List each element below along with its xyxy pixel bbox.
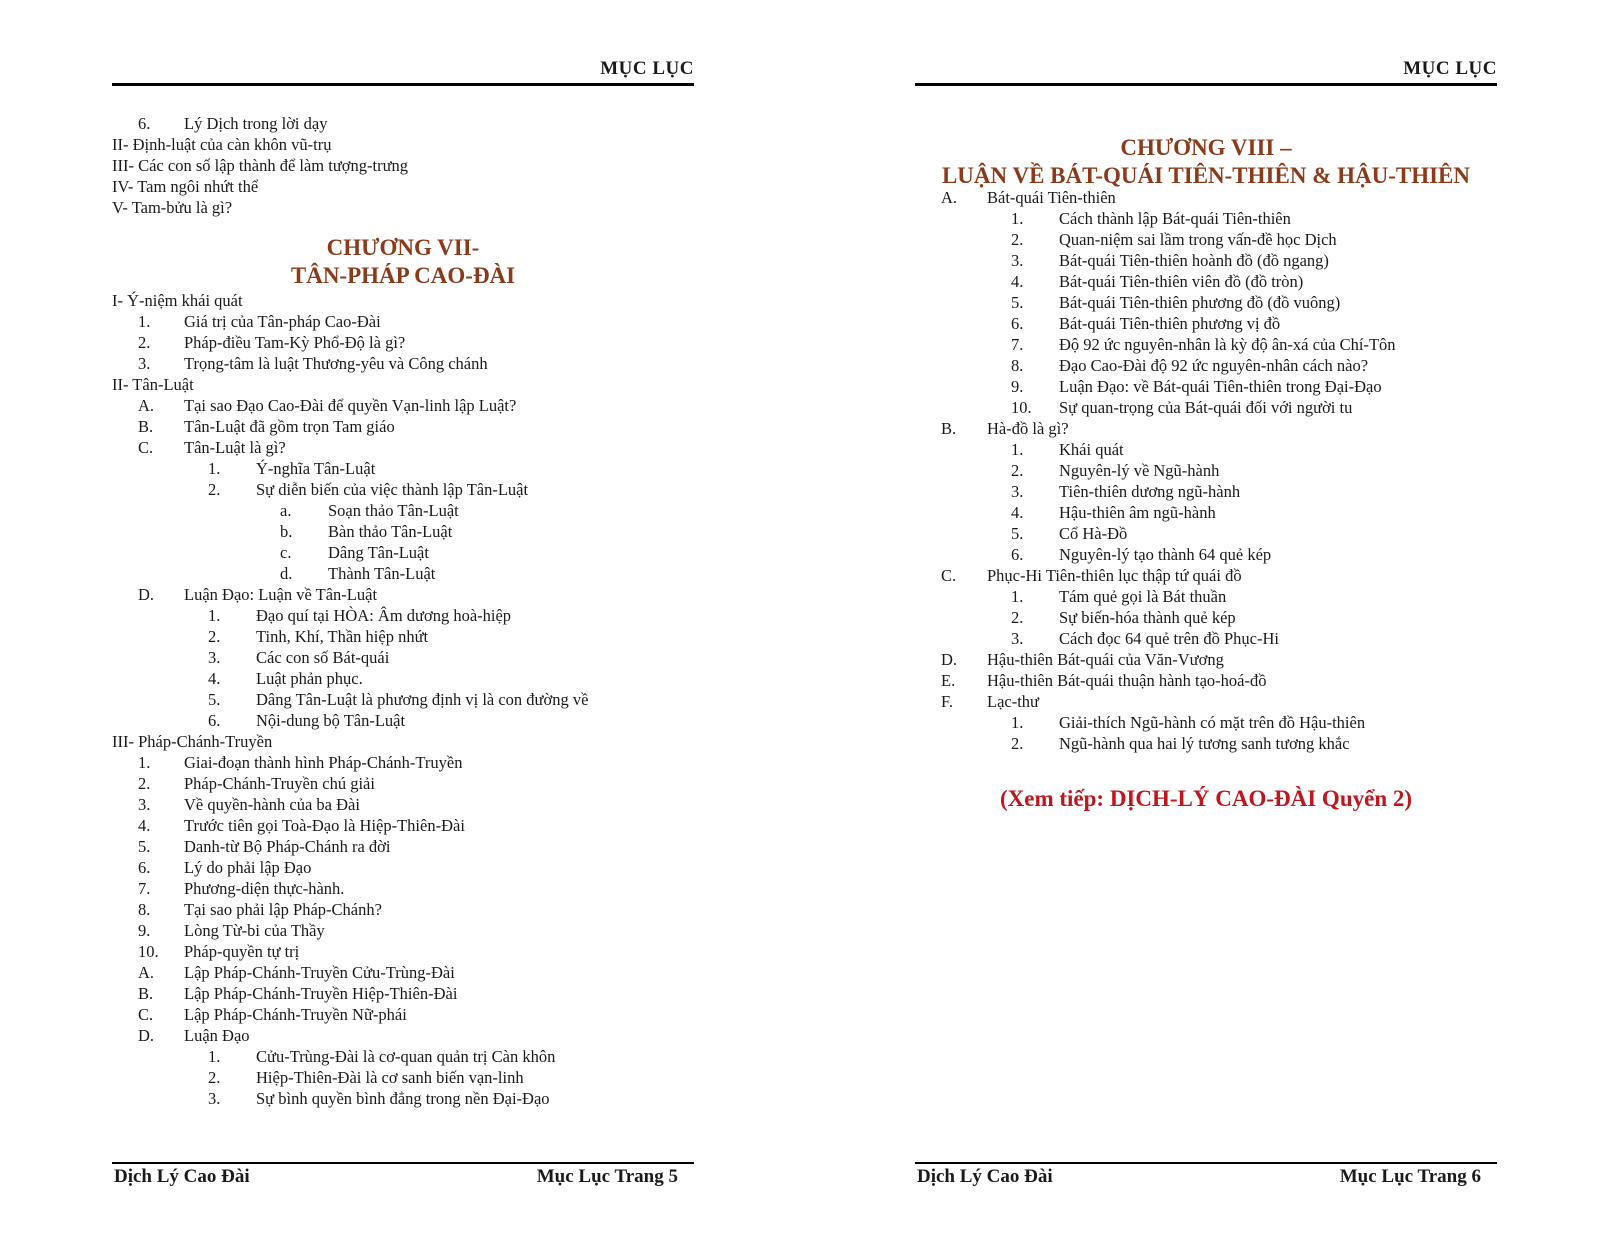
toc-entry-number: B. (138, 417, 154, 436)
toc-entry-number: C. (941, 566, 957, 585)
page-header-title: MỤC LỤC (1403, 58, 1497, 79)
toc-entry (112, 416, 694, 437)
toc-entry-text: Nguyên-lý về Ngũ-hành (1059, 461, 1220, 480)
toc-entry (915, 712, 1497, 733)
toc-entry-number: 2. (208, 480, 221, 499)
toc-entry-number: 1. (138, 312, 151, 331)
chapter-number: CHƯƠNG VII- (326, 235, 480, 260)
toc-entry-text: Bát-quái Tiên-thiên hoành đồ (đồ ngang) (1059, 251, 1329, 270)
toc-entry-text: Luận Đạo: Luận về Tân-Luật (184, 585, 378, 604)
toc-entry (112, 1067, 694, 1088)
toc-entry (112, 689, 694, 710)
chapter-number: CHƯƠNG VIII – (1120, 135, 1292, 160)
toc-entry (915, 565, 1497, 586)
toc-entry (915, 691, 1497, 712)
toc-entry-text: Tinh, Khí, Thần hiệp nhứt (256, 627, 429, 646)
toc-entry (112, 1088, 694, 1109)
toc-entry-text: Giai-đoạn thành hình Pháp-Chánh-Truyền (184, 753, 463, 772)
toc-entry (112, 794, 694, 815)
toc-entry (112, 605, 694, 626)
toc-entry-text: Lập Pháp-Chánh-Truyền Cửu-Trùng-Đài (184, 963, 455, 982)
toc-entry (112, 941, 694, 962)
toc-entry-number: 5. (1011, 524, 1024, 543)
chapter-title: LUẬN VỀ BÁT-QUÁI TIÊN-THIÊN & HẬU-THIÊN (941, 163, 1471, 188)
toc-entry-number: 4. (208, 669, 221, 688)
toc-entry-text: Dâng Tân-Luật là phương định vị là con đường về (256, 690, 589, 709)
toc-entry (112, 626, 694, 647)
toc-entry-number: 2. (138, 774, 151, 793)
toc-entry-text: Giải-thích Ngũ-hành có mặt trên đồ Hậu-thiên (1059, 713, 1366, 732)
toc-entry-number: 3. (208, 648, 221, 667)
toc-entry-text: Soạn thảo Tân-Luật (328, 501, 459, 520)
toc-entry (915, 376, 1497, 397)
toc-entry-text: Bát-quái Tiên-thiên (987, 188, 1116, 207)
toc-entry-text: Luận Đạo (184, 1026, 250, 1045)
toc-entry (915, 355, 1497, 376)
toc-entry-text: Bát-quái Tiên-thiên phương vị đồ (1059, 314, 1281, 333)
toc-entry-number: E. (941, 671, 956, 690)
toc-entry-text: Độ 92 ức nguyên-nhân là kỳ độ ân-xá của Chí-Tôn (1059, 335, 1396, 354)
toc-entry-text: Sự diễn biến của việc thành lập Tân-Luật (256, 480, 529, 499)
toc-entry-text: Sự bình quyền bình đẳng trong nền Đại-Đạo (256, 1089, 550, 1108)
toc-entry-text: Bát-quái Tiên-thiên viên đồ (đồ tròn) (1059, 272, 1304, 291)
toc-entry (112, 584, 694, 605)
toc-entry (112, 710, 694, 731)
toc-entry (915, 439, 1497, 460)
footer-book-title: Dịch Lý Cao Đài (917, 1166, 1053, 1187)
toc-entry-number: 1. (1011, 587, 1024, 606)
toc-entry-number: B. (138, 984, 154, 1003)
footer-page-number: Mục Lục Trang 5 (536, 1166, 678, 1187)
toc-entry (112, 113, 694, 134)
toc-entry-text: Tại sao phải lập Pháp-Chánh? (184, 900, 382, 919)
toc-entry-number: 10. (1011, 398, 1032, 417)
toc-entry-text: Phục-Hi Tiên-thiên lục thập tứ quái đồ (987, 566, 1242, 585)
chapter-heading (915, 134, 1497, 190)
toc-entry (915, 313, 1497, 334)
toc-entry-number: 1. (208, 1047, 221, 1066)
toc-entry (112, 899, 694, 920)
toc-entry-text: Phương-diện thực-hành. (184, 879, 345, 898)
toc-entry-number: 6. (1011, 545, 1024, 564)
toc-entry-text: Cách thành lập Bát-quái Tiên-thiên (1059, 209, 1291, 228)
toc-entry-text: Các con số Bát-quái (256, 648, 390, 667)
toc-entry-text: Đạo Cao-Đài độ 92 ức nguyên-nhân cách nào? (1059, 356, 1369, 375)
toc-entry (112, 155, 694, 176)
toc-entry-number: 2. (138, 333, 151, 352)
toc-entry (112, 836, 694, 857)
toc-entry-text: Pháp-điều Tam-Kỳ Phổ-Độ là gì? (184, 333, 406, 352)
toc-entry-number: 3. (138, 795, 151, 814)
toc-entry-text: Hiệp-Thiên-Đài là cơ sanh biến vạn-linh (256, 1068, 524, 1087)
toc-continued-list (112, 113, 694, 218)
toc-entry-text: Tân-Luật là gì? (184, 438, 286, 457)
toc-entry-number: 6. (138, 114, 151, 133)
toc-entry (112, 176, 694, 197)
toc-entry-number: 7. (138, 879, 151, 898)
toc-entry (915, 628, 1497, 649)
toc-entry-number: D. (138, 1026, 155, 1045)
toc-entry-number: A. (138, 963, 155, 982)
toc-entry-text: Về quyền-hành của ba Đài (184, 795, 360, 814)
toc-entry (915, 733, 1497, 754)
toc-entry-text: Cửu-Trùng-Đài là cơ-quan quản trị Càn khôn (256, 1047, 556, 1066)
toc-entry-number: 5. (138, 837, 151, 856)
toc-entry-number: 6. (1011, 314, 1024, 333)
toc-entry-text: Đạo quí tại HÒA: Âm dương hoà-hiệp (256, 606, 512, 625)
toc-entry (112, 1025, 694, 1046)
toc-entry-number: 5. (208, 690, 221, 709)
toc-entry (915, 418, 1497, 439)
toc-entry (112, 374, 694, 395)
toc-entry (112, 752, 694, 773)
toc-entry-text: Lòng Từ-bi của Thầy (184, 921, 325, 940)
toc-entry-text: Hà-đồ là gì? (987, 419, 1069, 438)
header-divider (112, 83, 694, 86)
toc-entry-text: Bát-quái Tiên-thiên phương đồ (đồ vuông) (1059, 293, 1341, 312)
toc-entry (112, 1046, 694, 1067)
toc-entry-number: 2. (1011, 608, 1024, 627)
toc-list (915, 187, 1497, 754)
toc-entry-number: 9. (1011, 377, 1024, 396)
toc-entry (112, 857, 694, 878)
toc-entry-number: A. (138, 396, 155, 415)
page-header-title: MỤC LỤC (600, 58, 694, 79)
toc-entry (112, 815, 694, 836)
toc-entry-number: 1. (1011, 209, 1024, 228)
toc-entry-number: d. (280, 564, 293, 583)
toc-entry (915, 229, 1497, 250)
toc-entry-text: Tám quẻ gọi là Bát thuần (1059, 587, 1227, 606)
toc-entry-number: 6. (208, 711, 221, 730)
toc-entry-text: Hậu-thiên Bát-quái thuận hành tạo-hoá-đồ (987, 671, 1267, 690)
toc-entry-text: Tại sao Đạo Cao-Đài để quyền Vạn-linh lập Luật? (184, 396, 517, 415)
toc-entry-text: Trọng-tâm là luật Thương-yêu và Công chánh (184, 354, 488, 373)
footer-book-title: Dịch Lý Cao Đài (114, 1166, 250, 1187)
toc-entry-text: Lý Dịch trong lời dạy (184, 114, 328, 133)
toc-entry-number: 2. (1011, 230, 1024, 249)
toc-entry-number: 3. (138, 354, 151, 373)
toc-entry-number: C. (138, 1005, 154, 1024)
toc-entry (915, 187, 1497, 208)
toc-entry (112, 332, 694, 353)
toc-entry (112, 1004, 694, 1025)
toc-entry (915, 649, 1497, 670)
toc-entry-number: 1. (138, 753, 151, 772)
toc-entry-number: 3. (1011, 251, 1024, 270)
toc-entry-number: 3. (1011, 629, 1024, 648)
toc-entry (915, 397, 1497, 418)
toc-entry-number: 6. (138, 858, 151, 877)
toc-entry (915, 523, 1497, 544)
toc-entry-text: II- Định-luật của càn khôn vũ-trụ (112, 135, 332, 154)
toc-entry-text: Sự biến-hóa thành quẻ kép (1059, 608, 1236, 627)
toc-entry-number: 2. (208, 627, 221, 646)
toc-entry (112, 521, 694, 542)
toc-entry-number: 4. (138, 816, 151, 835)
toc-entry (112, 500, 694, 521)
toc-entry-number: 9. (138, 921, 151, 940)
footer-page-number: Mục Lục Trang 6 (1339, 1166, 1481, 1187)
toc-entry-text: Ngũ-hành qua hai lý tương sanh tương khắc (1059, 734, 1350, 753)
toc-entry-text: Giá trị của Tân-pháp Cao-Đài (184, 312, 381, 331)
toc-entry (112, 878, 694, 899)
toc-entry-text: Lý do phải lập Đạo (184, 858, 312, 877)
toc-entry-number: 7. (1011, 335, 1024, 354)
footer-divider (112, 1162, 694, 1164)
toc-entry (112, 647, 694, 668)
toc-entry-text: Tân-Luật đã gồm trọn Tam giáo (184, 417, 395, 436)
toc-entry-text: V- Tam-bửu là gì? (112, 198, 233, 217)
toc-entry-number: 2. (1011, 734, 1024, 753)
toc-entry (112, 962, 694, 983)
toc-entry (112, 479, 694, 500)
toc-entry (112, 983, 694, 1004)
chapter-title: TÂN-PHÁP CAO-ĐÀI (290, 263, 516, 288)
toc-entry (915, 607, 1497, 628)
toc-entry (915, 670, 1497, 691)
toc-entry-number: F. (941, 692, 953, 711)
toc-entry (112, 395, 694, 416)
toc-entry (915, 271, 1497, 292)
toc-entry-number: 4. (1011, 503, 1024, 522)
toc-entry-text: Tiên-thiên dương ngũ-hành (1059, 482, 1241, 501)
toc-entry-number: 1. (208, 606, 221, 625)
toc-entry (915, 334, 1497, 355)
toc-entry-text: II- Tân-Luật (112, 375, 194, 394)
toc-list (112, 290, 694, 1109)
toc-entry-text: Lạc-thư (987, 692, 1039, 711)
toc-entry-number: B. (941, 419, 957, 438)
toc-entry (112, 563, 694, 584)
toc-entry (915, 481, 1497, 502)
toc-entry (112, 542, 694, 563)
toc-entry (112, 920, 694, 941)
toc-entry (112, 290, 694, 311)
chapter-heading (112, 234, 694, 290)
toc-entry-text: Nội-dung bộ Tân-Luật (256, 711, 406, 730)
toc-entry-number: 3. (208, 1089, 221, 1108)
toc-entry-number: A. (941, 188, 958, 207)
continue-note: (Xem tiếp: DỊCH-LÝ CAO-ĐÀI Quyển 2) (999, 786, 1413, 811)
toc-entry-text: Cổ Hà-Đồ (1059, 524, 1128, 543)
toc-entry-number: 3. (1011, 482, 1024, 501)
toc-entry-text: Nguyên-lý tạo thành 64 quẻ kép (1059, 545, 1272, 564)
toc-entry-text: Cách đọc 64 quẻ trên đồ Phục-Hi (1059, 629, 1279, 648)
toc-entry-text: Luật phản phục. (256, 669, 363, 688)
toc-entry (112, 197, 694, 218)
toc-entry (112, 668, 694, 689)
toc-entry-text: Thành Tân-Luật (328, 564, 436, 583)
toc-entry-number: a. (280, 501, 292, 520)
toc-entry (915, 586, 1497, 607)
footer-divider (915, 1162, 1497, 1164)
toc-entry (112, 773, 694, 794)
toc-entry-number: D. (138, 585, 155, 604)
toc-entry-text: Hậu-thiên Bát-quái của Văn-Vương (987, 650, 1224, 669)
toc-entry-text: IV- Tam ngôi nhứt thể (112, 177, 259, 196)
toc-entry (915, 208, 1497, 229)
toc-entry (112, 353, 694, 374)
toc-entry (915, 502, 1497, 523)
toc-entry-number: 1. (208, 459, 221, 478)
toc-entry-text: I- Ý-niệm khái quát (112, 291, 243, 310)
toc-entry-text: Lập Pháp-Chánh-Truyền Hiệp-Thiên-Đài (184, 984, 458, 1003)
toc-entry-number: 8. (1011, 356, 1024, 375)
toc-entry-number: b. (280, 522, 293, 541)
toc-entry-text: III- Các con số lập thành để làm tượng-trưng (112, 156, 409, 175)
toc-entry-number: 2. (208, 1068, 221, 1087)
toc-entry-text: Bàn thảo Tân-Luật (328, 522, 453, 541)
toc-entry-number: 1. (1011, 440, 1024, 459)
toc-entry-number: 5. (1011, 293, 1024, 312)
toc-entry-number: 1. (1011, 713, 1024, 732)
toc-entry (915, 250, 1497, 271)
toc-entry-number: 4. (1011, 272, 1024, 291)
header-divider (915, 83, 1497, 86)
toc-entry (915, 460, 1497, 481)
toc-entry (915, 292, 1497, 313)
toc-entry-number: 8. (138, 900, 151, 919)
toc-entry-number: 10. (138, 942, 159, 961)
toc-entry-text: III- Pháp-Chánh-Truyền (112, 732, 273, 751)
toc-entry-text: Danh-từ Bộ Pháp-Chánh ra đời (184, 837, 391, 856)
toc-entry-text: Dâng Tân-Luật (328, 543, 429, 562)
toc-entry-text: Trước tiên gọi Toà-Đạo là Hiệp-Thiên-Đài (184, 816, 465, 835)
toc-entry-text: Hậu-thiên âm ngũ-hành (1059, 503, 1216, 522)
toc-entry-number: D. (941, 650, 958, 669)
toc-entry-text: Pháp-quyền tự trị (184, 942, 300, 961)
toc-entry (112, 731, 694, 752)
toc-entry (915, 544, 1497, 565)
toc-entry-number: c. (280, 543, 292, 562)
toc-entry-text: Sự quan-trọng của Bát-quái đối với người tu (1059, 398, 1353, 417)
toc-entry-number: 2. (1011, 461, 1024, 480)
toc-entry-number: C. (138, 438, 154, 457)
right-page (915, 0, 1497, 1237)
toc-entry-text: Ý-nghĩa Tân-Luật (256, 459, 376, 478)
toc-entry (112, 134, 694, 155)
toc-entry (112, 437, 694, 458)
toc-entry-text: Quan-niệm sai lầm trong vấn-đề học Dịch (1059, 230, 1337, 249)
toc-entry (112, 311, 694, 332)
toc-entry-text: Luận Đạo: về Bát-quái Tiên-thiên trong Đại-Đạo (1059, 377, 1382, 396)
toc-entry-text: Pháp-Chánh-Truyền chú giải (184, 774, 375, 793)
left-page (112, 0, 694, 1237)
toc-entry (112, 458, 694, 479)
toc-entry-text: Khái quát (1059, 440, 1124, 459)
toc-entry-text: Lập Pháp-Chánh-Truyền Nữ-phái (184, 1005, 407, 1024)
